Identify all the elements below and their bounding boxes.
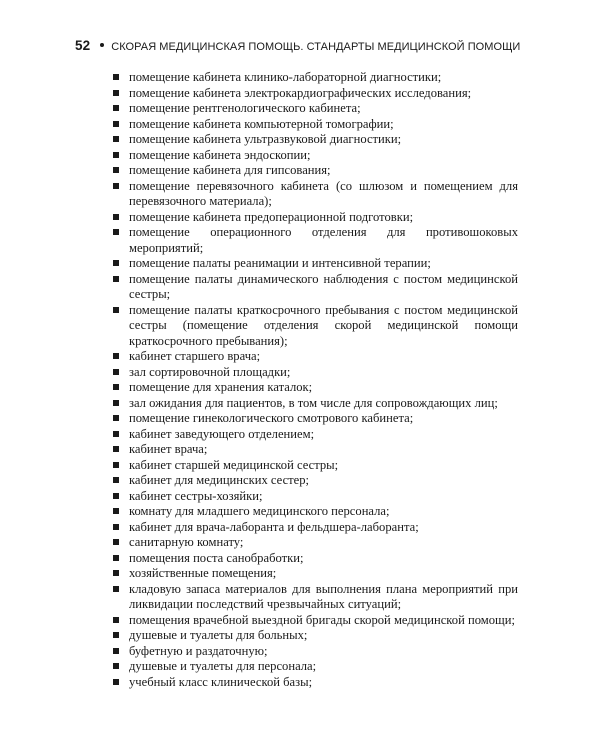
list-item-text: кабинет врача;: [129, 442, 208, 456]
square-bullet-icon: [113, 400, 119, 406]
list-item: [113, 582, 518, 613]
list-item-text: душевые и туалеты для персонала;: [129, 659, 317, 673]
list-item: [113, 489, 518, 505]
list-item-text: хозяйственные помещения;: [129, 566, 277, 580]
square-bullet-icon: [113, 369, 119, 375]
list-item: [113, 163, 518, 179]
list-item: [113, 473, 518, 489]
list-item: [113, 86, 518, 102]
list-item-text: помещения врачебной выездной бригады скорой медицинской помощи;: [129, 612, 515, 627]
square-bullet-icon: [113, 74, 119, 80]
list-item: [113, 303, 518, 350]
list-item-text: кабинет сестры-хозяйки;: [129, 488, 263, 503]
list-item: [113, 70, 518, 86]
premises-list: [113, 70, 518, 690]
list-item: [113, 659, 518, 675]
square-bullet-icon: [113, 508, 119, 514]
square-bullet-icon: [113, 121, 119, 127]
list-item: [113, 210, 518, 226]
square-bullet-icon: [113, 105, 119, 111]
square-bullet-icon: [113, 90, 119, 96]
list-item: [113, 132, 518, 148]
list-item-text: кабинет старшего врача;: [129, 349, 261, 363]
square-bullet-icon: [113, 276, 119, 282]
list-item: [113, 411, 518, 427]
list-item-text: помещение кабинета компьютерной томографии;: [129, 116, 394, 131]
list-item-text: помещение операционного отделения для противошоковых мероприятий;: [129, 225, 518, 255]
list-item-text: помещение гинекологического смотрового кабинета;: [129, 411, 414, 425]
list-item-text: помещение кабинета эндоскопии;: [129, 147, 311, 162]
list-item: [113, 504, 518, 520]
square-bullet-icon: [113, 570, 119, 576]
running-head-title: СКОРАЯ МЕДИЦИНСКАЯ ПОМОЩЬ. СТАНДАРТЫ МЕДИЦИНСКОЙ ПОМОЩИ: [111, 41, 521, 53]
square-bullet-icon: [113, 214, 119, 220]
square-bullet-icon: [113, 167, 119, 173]
list-item-text: помещения поста санобработки;: [129, 550, 304, 565]
list-item-text: комнату для младшего медицинского персонала;: [129, 504, 390, 518]
list-item: [113, 272, 518, 303]
square-bullet-icon: [113, 586, 119, 592]
square-bullet-icon: [113, 462, 119, 468]
list-item-text: кабинет старшей медицинской сестры;: [129, 457, 339, 472]
list-item: [113, 365, 518, 381]
square-bullet-icon: [113, 679, 119, 685]
square-bullet-icon: [113, 307, 119, 313]
list-item: [113, 551, 518, 567]
list-item: [113, 675, 518, 691]
running-head: [75, 38, 545, 58]
list-item-text: помещение кабинета клинико-лабораторной диагностики;: [129, 70, 442, 84]
square-bullet-icon: [113, 539, 119, 545]
list-item: [113, 520, 518, 536]
list-item: [113, 179, 518, 210]
list-item-text: зал ожидания для пациентов, в том числе для сопровождающих лиц;: [129, 395, 498, 410]
list-item-text: помещение палаты динамического наблюдения с постом медицинской сестры;: [129, 271, 518, 301]
list-item-text: кабинет заведующего отделением;: [129, 426, 315, 441]
square-bullet-icon: [113, 183, 119, 189]
list-item-text: буфетную и раздаточную;: [129, 643, 268, 658]
list-item: [113, 613, 518, 629]
list-item-text: зал сортировочной площадки;: [129, 364, 291, 379]
square-bullet-icon: [113, 229, 119, 235]
list-item-text: душевые и туалеты для больных;: [129, 628, 308, 642]
list-item-text: помещение рентгенологического кабинета;: [129, 101, 361, 115]
square-bullet-icon: [113, 477, 119, 483]
square-bullet-icon: [113, 446, 119, 452]
square-bullet-icon: [113, 431, 119, 437]
list-item-text: помещение для хранения каталок;: [129, 380, 313, 394]
list-item: [113, 117, 518, 133]
page-number: 52: [75, 38, 91, 53]
square-bullet-icon: [113, 617, 119, 623]
square-bullet-icon: [113, 555, 119, 561]
list-item: [113, 225, 518, 256]
list-item-text: помещение кабинета электрокардиографических исследования;: [129, 85, 472, 100]
list-item: [113, 535, 518, 551]
list-item-text: учебный класс клинической базы;: [129, 674, 313, 689]
square-bullet-icon: [113, 353, 119, 359]
list-item-text: помещение палаты краткосрочного пребывания с постом медицинской сестры (помещение отделения скорой медицинской помощи краткосрочного пребывания);: [129, 302, 518, 348]
list-item: [113, 427, 518, 443]
square-bullet-icon: [113, 384, 119, 390]
square-bullet-icon: [113, 136, 119, 142]
list-item-text: кладовую запаса материалов для выполнения плана мероприятий при ликвидации последствий чрезвычайных ситуаций;: [129, 581, 518, 611]
list-item: [113, 256, 518, 272]
square-bullet-icon: [113, 152, 119, 158]
list-item-text: помещение перевязочного кабинета (со шлюзом и помещением для перевязочного материала);: [129, 178, 518, 208]
list-item-text: помещение кабинета предоперационной подготовки;: [129, 209, 414, 224]
square-bullet-icon: [113, 648, 119, 654]
list-item: [113, 458, 518, 474]
list-item-text: кабинет для врача-лаборанта и фельдшера-лаборанта;: [129, 519, 419, 534]
list-item-text: санитарную комнату;: [129, 535, 244, 549]
list-item-text: кабинет для медицинских сестер;: [129, 473, 310, 487]
square-bullet-icon: [113, 632, 119, 638]
list-item: [113, 644, 518, 660]
square-bullet-icon: [113, 663, 119, 669]
list-item-text: помещение кабинета ультразвуковой диагностики;: [129, 132, 402, 146]
square-bullet-icon: [113, 493, 119, 499]
list-item: [113, 628, 518, 644]
list-item: [113, 101, 518, 117]
list-item: [113, 349, 518, 365]
square-bullet-icon: [113, 524, 119, 530]
list-item: [113, 380, 518, 396]
header-bullet-icon: [100, 43, 104, 47]
list-item: [113, 148, 518, 164]
list-item: [113, 442, 518, 458]
list-item-text: помещение палаты реанимации и интенсивной терапии;: [129, 256, 431, 270]
list-item: [113, 566, 518, 582]
list-item: [113, 396, 518, 412]
square-bullet-icon: [113, 415, 119, 421]
square-bullet-icon: [113, 260, 119, 266]
list-item-text: помещение кабинета для гипсования;: [129, 163, 331, 177]
